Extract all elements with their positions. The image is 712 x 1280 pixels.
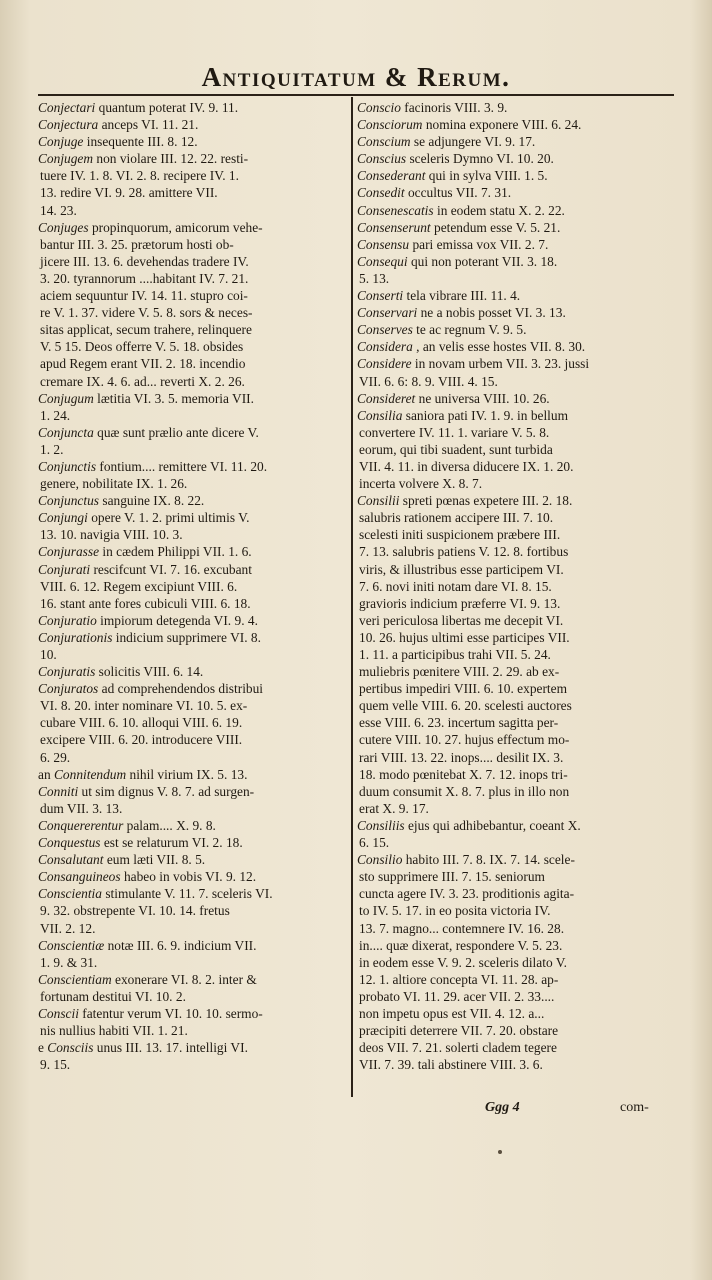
- header-rule: [38, 94, 674, 96]
- index-entry: [358, 817, 670, 851]
- entry-text: in cædem Philippi VII. 1. 6.: [99, 544, 252, 560]
- entry-line: VII. 4. 11. in diversa diducere IX. 1. 20.: [359, 458, 574, 474]
- entry-headword: Conscientia: [38, 886, 102, 902]
- index-entry: [39, 543, 345, 560]
- index-entry: [39, 663, 345, 680]
- entry-line: VIII. 6. 12. Regem excipiunt VIII. 6.: [40, 578, 238, 594]
- entry-line: esse VIII. 6. 23. incertum sagitta per-: [359, 715, 559, 731]
- entry-text: nomina exponere VIII. 6. 24.: [422, 117, 582, 133]
- entry-headword: Conjunctis: [38, 458, 97, 474]
- entry-line: rari VIII. 13. 22. inops.... desilit IX. 3.: [359, 749, 564, 765]
- entry-headword: Conjectari: [38, 100, 96, 115]
- index-entry: [358, 338, 670, 355]
- entry-text: exonerare VI. 8. 2. inter &: [111, 971, 257, 987]
- entry-headword: Conquererentur: [38, 817, 124, 833]
- entry-line: 13. redire VI. 9. 28. amittere VII.: [40, 185, 218, 201]
- index-entry: [358, 167, 670, 184]
- index-entry: [358, 492, 670, 817]
- entry-text: qui in sylva VIII. 1. 5.: [425, 168, 548, 184]
- index-entry: [39, 851, 345, 868]
- index-entry: [358, 202, 670, 219]
- entry-line: 10.: [40, 647, 57, 662]
- entry-text: propinquorum, amicorum vehe-: [88, 219, 263, 235]
- entry-headword: Consenserunt: [357, 219, 431, 235]
- index-entry: [39, 492, 345, 509]
- index-entry: [358, 287, 670, 304]
- entry-headword: Consilio: [357, 852, 403, 868]
- entry-line: [39, 1005, 345, 1022]
- entry-line: jicere III. 13. 6. devehendas tradere IV.: [40, 253, 249, 269]
- entry-text: indicium supprimere VI. 8.: [112, 629, 261, 645]
- entry-line: dum VII. 3. 13.: [40, 800, 123, 816]
- entry-headword: Conjuge: [38, 134, 84, 150]
- entry-line: probato VI. 11. 29. acer VII. 2. 33....: [359, 988, 555, 1004]
- entry-text: non violare III. 12. 22. resti-: [93, 151, 249, 167]
- entry-line: [39, 663, 345, 680]
- index-entry: [39, 783, 345, 817]
- entry-line: [358, 304, 670, 321]
- entry-line: fortunam destitui VI. 10. 2.: [40, 988, 186, 1004]
- index-entry: [39, 834, 345, 851]
- index-entry: [39, 629, 345, 663]
- entry-line: 7. 13. salubris patiens V. 12. 8. fortibus: [359, 544, 569, 560]
- entry-headword: Conjugum: [38, 390, 94, 406]
- entry-headword: Consensu: [357, 236, 410, 252]
- index-entry: [358, 99, 670, 116]
- entry-headword: Conjuratos: [38, 681, 99, 697]
- entry-line: 13. 10. navigia VIII. 10. 3.: [40, 527, 183, 543]
- entry-headword: Conjurationis: [38, 629, 113, 645]
- entry-headword: Conscium: [357, 134, 411, 150]
- entry-headword: Conjectura: [38, 117, 99, 133]
- entry-line: erat X. 9. 17.: [359, 800, 429, 816]
- entry-text: in novam urbem VII. 3. 23. jussi: [411, 356, 590, 372]
- entry-line: in eodem esse V. 9. 2. sceleris dilato V.: [359, 954, 568, 970]
- entry-line: muliebris pœnitere VIII. 2. 29. ab ex-: [359, 664, 560, 680]
- entry-line: scelesti initi suspicionem præbere III.: [359, 527, 561, 543]
- index-entry: [39, 219, 345, 390]
- entry-text: te ac regnum V. 9. 5.: [412, 322, 527, 338]
- entry-text: ad comprehendendos distribui: [98, 681, 264, 697]
- index-entry: [39, 1005, 345, 1039]
- column-divider: [351, 97, 353, 1097]
- entry-line: 6. 15.: [359, 835, 390, 851]
- entry-line: nis nullius habiti VII. 1. 21.: [40, 1023, 188, 1039]
- entry-line: 1. 24.: [40, 407, 71, 423]
- entry-text: ejus qui adhibebantur, coeant X.: [404, 817, 581, 833]
- entry-text: fatentur verum VI. 10. 10. sermo-: [78, 1005, 263, 1021]
- entry-line: [39, 783, 345, 800]
- entry-line: [39, 561, 345, 578]
- entry-line: VI. 8. 20. inter nominare VI. 10. 5. ex-: [40, 698, 248, 714]
- entry-line: præcipiti deterrere VII. 7. 20. obstare: [359, 1023, 559, 1039]
- entry-line: gravioris indicium præferre VI. 9. 13.: [359, 595, 561, 611]
- index-entry: [358, 407, 670, 492]
- entry-line: 6. 29.: [40, 749, 71, 765]
- index-entry: [39, 817, 345, 834]
- entry-line: incerta volvere X. 8. 7.: [359, 476, 483, 492]
- entry-headword: Consciorum: [357, 117, 423, 133]
- entry-text: lætitia VI. 3. 5. memoria VII.: [93, 390, 254, 406]
- entry-text: eum læti VII. 8. 5.: [103, 852, 206, 868]
- index-entry: [358, 304, 670, 321]
- index-entry: [358, 851, 670, 1073]
- entry-text: habeo in vobis VI. 9. 12.: [120, 869, 257, 885]
- right-column: [358, 99, 670, 1073]
- entry-line: 14. 23.: [40, 202, 77, 218]
- index-entry: [39, 612, 345, 629]
- entry-headword: Consilia: [357, 407, 403, 423]
- entry-line: cuncta agere IV. 3. 23. proditionis agita-: [359, 886, 575, 902]
- entry-line: 1. 9. & 31.: [40, 954, 98, 970]
- index-entry: [39, 561, 345, 612]
- entry-text: petendum esse V. 5. 21.: [430, 219, 561, 235]
- entry-text: , an velis esse hostes VII. 8. 30.: [412, 339, 586, 355]
- entry-line: [39, 834, 345, 851]
- index-entry: [39, 766, 345, 783]
- entry-line: [39, 937, 345, 954]
- entry-text: solicitis VIII. 6. 14.: [95, 664, 204, 680]
- index-entry: [39, 971, 345, 1005]
- entry-line: [39, 885, 345, 902]
- entry-line: [39, 629, 345, 646]
- index-entry: [39, 116, 345, 133]
- ink-spot: [498, 1150, 502, 1154]
- entry-headword: Conjurasse: [38, 544, 100, 560]
- entry-text: facinoris VIII. 3. 9.: [400, 100, 508, 115]
- entry-line: [358, 219, 670, 236]
- entry-line: [358, 338, 670, 355]
- entry-headword: Consanguineos: [38, 869, 121, 885]
- entry-line: [358, 253, 670, 270]
- entry-line: [39, 492, 345, 509]
- entry-text: anceps VI. 11. 21.: [98, 117, 199, 133]
- entry-text: sanguine IX. 8. 22.: [99, 493, 205, 509]
- entry-headword: Consilii: [357, 493, 400, 509]
- entry-line: salubris rationem accipere III. 7. 10.: [359, 510, 554, 526]
- index-entry: [358, 236, 670, 253]
- entry-line: non impetu opus est VII. 4. 12. a...: [359, 1005, 545, 1021]
- entry-headword: Connitendum: [54, 766, 127, 782]
- entry-line: 9. 15.: [40, 1057, 71, 1073]
- entry-line: [358, 817, 670, 834]
- entry-text: ut sim dignus V. 8. 7. ad surgen-: [78, 783, 255, 799]
- entry-text: tela vibrare III. 11. 4.: [403, 288, 521, 304]
- entry-line: to IV. 5. 17. in eo posita victoria IV.: [359, 903, 551, 919]
- entry-line: VII. 2. 12.: [40, 920, 96, 936]
- entry-headword: Conservari: [357, 305, 418, 321]
- entry-line: duum consumit X. 8. 7. plus in illo non: [359, 783, 570, 799]
- entry-line: cremare IX. 4. 6. ad... reverti X. 2. 26.: [40, 373, 245, 389]
- entry-headword: Consideret: [357, 390, 416, 406]
- entry-line: [358, 184, 670, 201]
- entry-line: [39, 1039, 345, 1056]
- entry-text: palam.... X. 9. 8.: [123, 817, 216, 833]
- index-entry: [358, 219, 670, 236]
- entry-line: [39, 509, 345, 526]
- left-column: [39, 99, 345, 1073]
- entry-headword: Conquestus: [38, 835, 101, 851]
- entry-line: [39, 680, 345, 697]
- entry-headword: Consequi: [357, 253, 408, 269]
- entry-line: quem velle VIII. 6. 20. scelesti auctores: [359, 698, 572, 714]
- entry-line: [358, 355, 670, 372]
- entry-line: 3. 20. tyrannorum ....habitant IV. 7. 21.: [40, 270, 249, 286]
- index-entry: [39, 133, 345, 150]
- entry-headword: Conscientiæ: [38, 937, 105, 953]
- entry-line: [358, 407, 670, 424]
- entry-headword: Considera: [357, 339, 413, 355]
- entry-headword: Conserti: [357, 288, 404, 304]
- entry-headword: Considere: [357, 356, 412, 372]
- entry-line: convertere IV. 11. 1. variare V. 5. 8.: [359, 424, 550, 440]
- entry-headword: Conjuratis: [38, 664, 96, 680]
- entry-line: 7. 6. novi initi notam dare VI. 8. 15.: [359, 578, 552, 594]
- entry-line: VII. 6. 6: 8. 9. VIII. 4. 15.: [359, 373, 498, 389]
- entry-headword: Conscius: [357, 151, 407, 167]
- entry-line: [358, 99, 670, 116]
- index-entry: [39, 458, 345, 492]
- index-entry: [358, 184, 670, 201]
- entry-line: [39, 868, 345, 885]
- entry-headword: Conjuges: [38, 219, 89, 235]
- index-entry: [358, 390, 670, 407]
- entry-line: deos VII. 7. 21. solerti cladem tegere: [359, 1040, 557, 1056]
- entry-headword: Conserves: [357, 322, 413, 338]
- entry-line: [358, 492, 670, 509]
- entry-text: unus III. 13. 17. intelligi VI.: [93, 1040, 248, 1056]
- entry-line: veri periculosa libertas me decepit VI.: [359, 612, 564, 628]
- entry-line: cubare VIII. 6. 10. alloqui VIII. 6. 19.: [40, 715, 243, 731]
- entry-text: quantum poterat IV. 9. 11.: [95, 100, 239, 115]
- index-entry: [358, 355, 670, 389]
- entry-line: [358, 133, 670, 150]
- entry-text: pari emissa vox VII. 2. 7.: [409, 236, 549, 252]
- entry-line: [358, 287, 670, 304]
- entry-line: 13. 7. magno... contemnere IV. 16. 28.: [359, 920, 565, 936]
- entry-line: [358, 167, 670, 184]
- entry-text: occultus VII. 7. 31.: [404, 185, 512, 201]
- entry-line: aciem sequuntur IV. 14. 11. stupro coi-: [40, 288, 248, 304]
- entry-line: [358, 116, 670, 133]
- entry-line: [39, 458, 345, 475]
- catchword: com-: [620, 1100, 649, 1115]
- entry-line: viris, & illustribus esse participem VI.: [359, 561, 564, 577]
- entry-line: apud Regem erant VII. 2. 18. incendio: [40, 356, 246, 372]
- entry-headword: Conjunctus: [38, 493, 100, 509]
- entry-line: [39, 851, 345, 868]
- entry-text: in eodem statu X. 2. 22.: [433, 202, 565, 218]
- entry-headword: Conscii: [38, 1005, 79, 1021]
- running-head: Antiquitatum & Rerum.: [201, 62, 511, 92]
- entry-text: nihil virium IX. 5. 13.: [126, 766, 248, 782]
- entry-headword: Consiliis: [357, 817, 405, 833]
- index-entry: [39, 937, 345, 971]
- entry-text: rescifcunt VI. 7. 16. excubant: [90, 561, 252, 577]
- index-entry: [39, 868, 345, 885]
- signature-mark: Ggg 4: [485, 1100, 520, 1115]
- entry-line: sto supprimere III. 7. 15. seniorum: [359, 869, 545, 885]
- entry-line: [358, 321, 670, 338]
- entry-line: 18. modo pœnitebat X. 7. 12. inops tri-: [359, 766, 568, 782]
- entry-line: [358, 390, 670, 407]
- entry-prefix: an: [38, 766, 54, 782]
- entry-headword: Consciis: [47, 1040, 94, 1056]
- entry-headword: Conscio: [357, 100, 401, 115]
- entry-line: [39, 424, 345, 441]
- entry-line: 1. 11. a participibus trahi VII. 5. 24.: [359, 647, 551, 662]
- entry-text: ne universa VIII. 10. 26.: [415, 390, 550, 406]
- entry-headword: Consenescatis: [357, 202, 434, 218]
- entry-text: est se relaturum VI. 2. 18.: [100, 835, 243, 851]
- entry-text: spreti pœnas expetere III. 2. 18.: [399, 493, 573, 509]
- entry-line: [39, 817, 345, 834]
- entry-headword: Conjuncta: [38, 424, 94, 440]
- entry-headword: Consedit: [357, 185, 405, 201]
- entry-line: pertibus impediri VIII. 6. 10. expertem: [359, 681, 567, 697]
- entry-line: [39, 766, 345, 783]
- entry-text: notæ III. 6. 9. indicium VII.: [104, 937, 257, 953]
- entry-line: [39, 971, 345, 988]
- entry-line: eorum, qui tibi suadent, sunt turbida: [359, 441, 553, 457]
- entry-text: impiorum detegenda VI. 9. 4.: [96, 612, 258, 628]
- entry-text: insequente III. 8. 12.: [83, 134, 198, 150]
- entry-headword: Conscientiam: [38, 971, 112, 987]
- entry-text: se adjungere VI. 9. 17.: [410, 134, 536, 150]
- entry-text: ne a nobis posset VI. 3. 13.: [417, 305, 566, 321]
- entry-text: qui non poterant VII. 3. 18.: [407, 253, 558, 269]
- entry-line: [39, 133, 345, 150]
- entry-prefix: e: [38, 1040, 48, 1056]
- index-entry: [39, 390, 345, 424]
- entry-line: [39, 99, 345, 116]
- entry-line: [358, 236, 670, 253]
- entry-line: [39, 219, 345, 236]
- index-entry: [39, 885, 345, 936]
- index-entry: [358, 253, 670, 287]
- entry-line: sitas applicat, secum trahere, relinquere: [40, 322, 252, 338]
- entry-line: 1. 2.: [40, 441, 64, 457]
- entry-headword: Consalutant: [38, 852, 104, 868]
- index-entry: [39, 1039, 345, 1073]
- entry-text: opere V. 1. 2. primi ultimis V.: [87, 510, 250, 526]
- entry-line: [39, 150, 345, 167]
- entry-line: 5. 13.: [359, 270, 390, 286]
- index-entry: [39, 680, 345, 765]
- entry-line: [39, 612, 345, 629]
- entry-line: 9. 32. obstrepente VI. 10. 14. fretus: [40, 903, 230, 919]
- entry-text: sceleris Dymno VI. 10. 20.: [406, 151, 554, 167]
- entry-line: [39, 116, 345, 133]
- entry-line: re V. 1. 37. videre V. 5. 8. sors & neces-: [40, 305, 253, 321]
- entry-text: fontium.... remittere VI. 11. 20.: [96, 458, 268, 474]
- entry-headword: Conjungi: [38, 510, 88, 526]
- index-entry: [358, 321, 670, 338]
- entry-headword: Conjugem: [38, 151, 94, 167]
- entry-line: 10. 26. hujus ultimi esse participes VII.: [359, 629, 570, 645]
- entry-text: saniora pati IV. 1. 9. in bellum: [402, 407, 569, 423]
- index-entry: [39, 150, 345, 218]
- entry-headword: Conjuratio: [38, 612, 97, 628]
- entry-line: [358, 851, 670, 868]
- index-entry: [39, 509, 345, 543]
- entry-line: V. 5 15. Deos offerre V. 5. 18. obsides: [40, 339, 244, 355]
- entry-line: VII. 7. 39. tali abstinere VIII. 3. 6.: [359, 1057, 543, 1073]
- entry-line: 12. 1. altiore concepta VI. 11. 28. ap-: [359, 971, 559, 987]
- entry-headword: Consederant: [357, 168, 426, 184]
- entry-headword: Conjurati: [38, 561, 91, 577]
- entry-line: excipere VIII. 6. 20. introducere VIII.: [40, 732, 243, 748]
- entry-line: [358, 202, 670, 219]
- entry-text: stimulante V. 11. 7. sceleris VI.: [101, 886, 273, 902]
- entry-line: cutere VIII. 10. 27. hujus effectum mo-: [359, 732, 570, 748]
- entry-line: [39, 390, 345, 407]
- entry-line: [358, 150, 670, 167]
- entry-text: habito III. 7. 8. IX. 7. 14. scele-: [402, 852, 575, 868]
- entry-headword: Conniti: [38, 783, 79, 799]
- entry-line: bantur III. 3. 25. prætorum hosti ob-: [40, 236, 234, 252]
- entry-line: 16. stant ante fores cubiculi VIII. 6. 18.: [40, 595, 251, 611]
- entry-line: [39, 543, 345, 560]
- index-entry: [358, 116, 670, 133]
- index-entry: [358, 133, 670, 150]
- entry-line: tuere IV. 1. 8. VI. 2. 8. recipere IV. 1.: [40, 168, 239, 184]
- entry-line: genere, nobilitate IX. 1. 26.: [40, 476, 188, 492]
- index-entry: [358, 150, 670, 167]
- entry-line: in.... quæ dixerat, respondere V. 5. 23.: [359, 937, 563, 953]
- entry-text: quæ sunt prælio ante dicere V.: [93, 424, 259, 440]
- index-entry: [39, 424, 345, 458]
- index-entry: [39, 99, 345, 116]
